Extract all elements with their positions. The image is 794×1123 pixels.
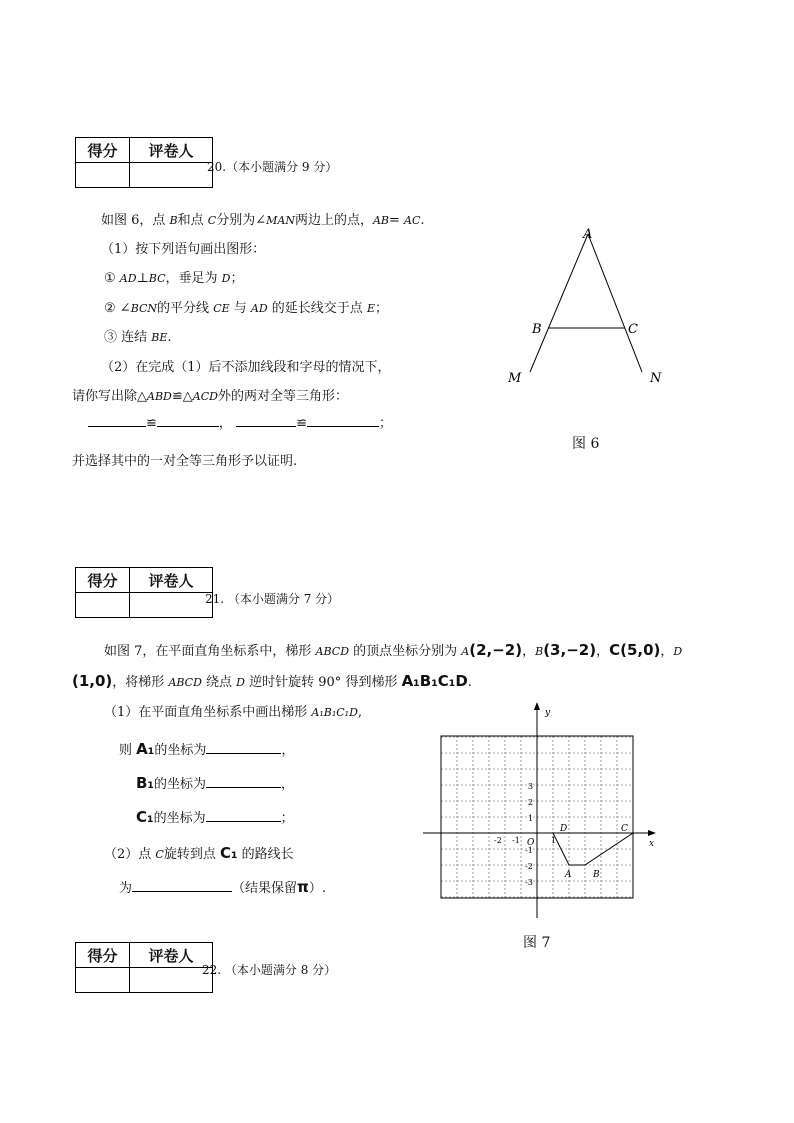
figure-6: [500, 220, 680, 390]
figure-7-caption: 图 7: [523, 935, 551, 951]
q20-heading: 20.（本小题满分 9 分）: [207, 160, 338, 174]
line-AM: [530, 234, 588, 372]
q20-last-line: 并选择其中的一对全等三角形予以证明.: [72, 454, 298, 469]
score-cell[interactable]: [76, 593, 130, 618]
q20-step2: ② ∠BCN的平分线 CE 与 AD 的延长线交于点 E；: [104, 301, 388, 316]
grader-cell[interactable]: [130, 593, 213, 618]
blank-A1[interactable]: [206, 739, 281, 754]
origin-label: O: [527, 838, 535, 848]
score-header: 得分: [76, 568, 130, 593]
tick-y-neg3: -3: [525, 878, 533, 887]
blank-arc-length[interactable]: [132, 877, 232, 892]
line-AN: [588, 234, 642, 372]
blank-B1[interactable]: [206, 773, 281, 788]
q20-step1: ① AD⊥BC，垂足为 D；: [104, 271, 244, 286]
q21-line1: 如图 7，在平面直角坐标系中，梯形 ABCD 的顶点坐标分别为 A(2,−2)，B(3,−2)，C(5,0)，D: [104, 641, 683, 659]
score-table-q22: [75, 942, 213, 993]
grader-header: 评卷人: [130, 943, 213, 968]
label-M: M: [508, 371, 522, 386]
tick-y-2: 2: [528, 798, 534, 807]
blank-2[interactable]: [157, 412, 219, 427]
q21-answer-C1: C₁的坐标为 ；: [136, 808, 294, 826]
grader-header: 评卷人: [130, 138, 213, 163]
q21-heading: 21. （本小题满分 7 分）: [205, 592, 340, 606]
blank-1[interactable]: [88, 412, 146, 427]
tick-x-neg1: -1: [512, 836, 520, 845]
point-D-label: D: [560, 824, 568, 834]
label-B: B: [532, 322, 542, 337]
grader-cell[interactable]: [130, 968, 213, 993]
q21-answer-A1: 则 A₁的坐标为 ，: [119, 740, 295, 758]
score-header: 得分: [76, 943, 130, 968]
point-B-label: B: [593, 870, 600, 880]
tick-x-neg2: -2: [494, 836, 502, 845]
q20-congruent-blanks: ≌ ， ≌ ；: [88, 412, 392, 431]
q21-part1: （1）在平面直角坐标系中画出梯形 A₁B₁C₁D,: [104, 705, 363, 720]
score-table-q21: [75, 567, 213, 618]
grader-header: 评卷人: [130, 568, 213, 593]
label-C: C: [628, 322, 638, 337]
y-axis-arrow: [534, 702, 540, 710]
q21-line2: (1,0)，将梯形 ABCD 绕点 D 逆时针旋转 90° 得到梯形 A₁B₁C₁D.: [72, 672, 472, 690]
q21-part2: （2）点 C旋转到点 C₁ 的路线长: [104, 844, 294, 862]
q20-intro: 如图 6，点 B和点 C分别为∠MAN两边上的点，AB= AC.: [101, 213, 425, 228]
grader-cell[interactable]: [130, 163, 213, 188]
tick-y-neg2: -2: [525, 862, 533, 871]
q22-heading: 22. （本小题满分 8 分）: [202, 963, 337, 977]
q20-step3: ③ 连结 BE.: [104, 330, 172, 345]
point-C-label: C: [621, 824, 628, 834]
figure-6-caption: 图 6: [572, 436, 600, 452]
score-cell[interactable]: [76, 968, 130, 993]
blank-3[interactable]: [236, 412, 296, 427]
q20-part2-line2: 请你写出除△ABD≌△ACD外的两对全等三角形：: [72, 389, 348, 404]
tick-y-1: 1: [528, 814, 534, 823]
x-axis-label: x: [649, 839, 655, 849]
y-axis-label: y: [545, 708, 551, 718]
point-A-label: A: [565, 870, 572, 880]
q21-part2-answer: 为 （结果保留π）.: [119, 878, 327, 896]
score-table-q20: [75, 137, 213, 188]
tick-y-neg1: -1: [525, 846, 533, 855]
q20-part2: （2）在完成（1）后不添加线段和字母的情况下，: [101, 360, 391, 375]
blank-4[interactable]: [307, 412, 379, 427]
tick-x-1: 1: [551, 836, 557, 845]
tick-y-3: 3: [528, 782, 534, 791]
score-cell[interactable]: [76, 163, 130, 188]
q21-answer-B1: B₁的坐标为 ，: [136, 774, 295, 792]
blank-C1[interactable]: [206, 807, 281, 822]
q20-part1: （1）按下列语句画出图形：: [101, 242, 266, 257]
x-axis-arrow: [648, 830, 656, 836]
score-header: 得分: [76, 138, 130, 163]
label-A: A: [583, 227, 593, 242]
figure-7: [420, 700, 660, 920]
label-N: N: [650, 371, 662, 386]
